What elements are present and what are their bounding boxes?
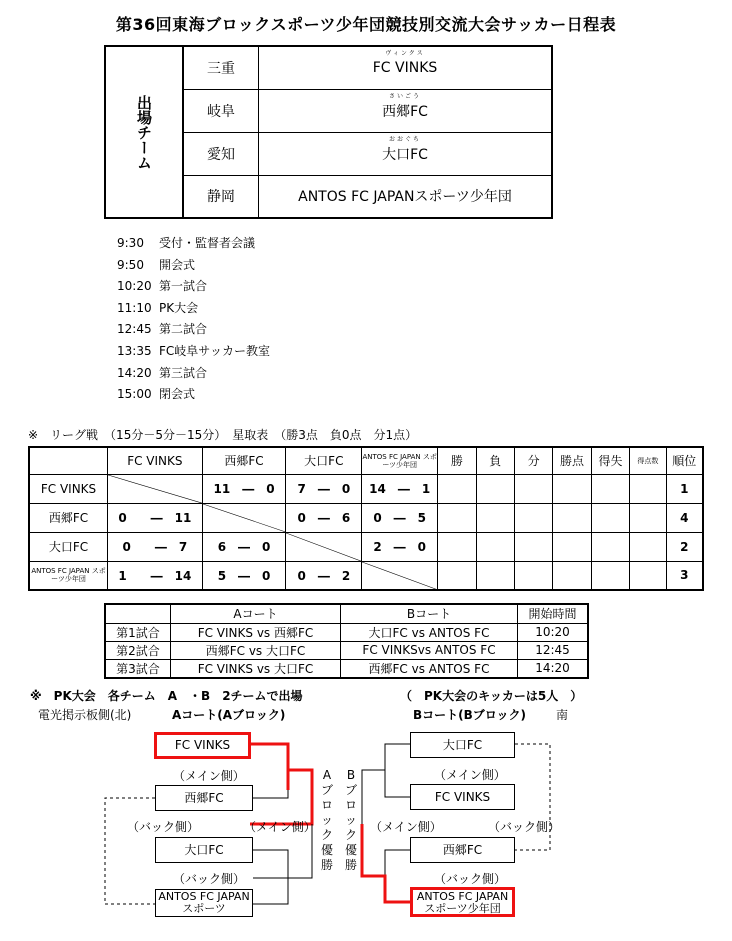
schedule-time: 10:20 (117, 279, 152, 294)
pk-note: （ PK大会のキッカーは5人 ） (400, 689, 583, 703)
court-match-cell: 西郷FC vs ANTOS FC (341, 659, 518, 678)
south-label: 南 (556, 708, 569, 722)
league-rank-cell: 3 (666, 561, 703, 590)
court-header: 開始時間 (518, 604, 589, 623)
col-header: 大口FC (286, 447, 362, 474)
col-header: 負 (476, 447, 514, 474)
pref-cell: 三重 (183, 46, 259, 89)
league-score-cell: 0 ― 5 (362, 503, 438, 532)
league-score-cell: 5 ― 0 (202, 561, 286, 590)
b-team-box: 大口FC (410, 732, 515, 758)
schedule-time: 9:30 (117, 236, 144, 250)
team-ruby: さいごう (388, 92, 421, 100)
court-header: Aコート (171, 604, 341, 623)
team-name: 大口FC (382, 146, 428, 163)
schedule-time: 13:35 (117, 344, 152, 358)
col-header: 勝 (438, 447, 476, 474)
pref-cell: 岐阜 (183, 89, 259, 132)
schedule-event: 閉会式 (159, 387, 196, 402)
schedule-time: 14:20 (117, 365, 152, 380)
league-row-team: FC VINKS (29, 474, 108, 503)
a-team-box: 西郷FC (155, 785, 253, 811)
league-row-team: 西郷FC (29, 503, 108, 532)
team-ruby: おおぐち (388, 135, 421, 143)
league-score-cell: 7 ― 0 (286, 474, 362, 503)
b-team-box: FC VINKS (410, 784, 515, 810)
league-score-cell: 11 ― 0 (202, 474, 286, 503)
schedule-event: 開会式 (159, 257, 196, 272)
court-match-cell: FC VINKS vs 西郷FC (171, 623, 341, 641)
league-title: ※ リーグ戦 （15分－5分－15分） 星取表 （勝3点 負0点 分1点） (28, 428, 418, 442)
court-match-cell: FC VINKSvs ANTOS FC (341, 641, 518, 659)
a-main-side-2: （メイン側） (244, 820, 316, 834)
league-score-cell: 0 ― 7 (108, 532, 203, 561)
schedule-event: 受付・監督者会議 (159, 236, 256, 250)
col-header: 得点数 (630, 447, 666, 474)
pk-heading: ※ PK大会 各チーム A ・B 2チームで出場 (30, 689, 303, 703)
b-team-box: ANTOS FC JAPAN スポーツ少年団 (410, 887, 515, 917)
court-start-time: 12:45 (518, 641, 589, 659)
team-name: 西郷FC (382, 103, 428, 120)
court-b-label: Bコート(Bブロック) (413, 708, 527, 722)
schedule-time: 9:50 (117, 257, 144, 272)
a-back-side: （バック側） (127, 820, 200, 834)
col-header: FC VINKS (108, 447, 203, 474)
north-label: 電光掲示板側(北) (38, 708, 132, 722)
teams-header: 出場チーム (105, 46, 183, 218)
schedule-event: 第一試合 (159, 279, 208, 294)
court-match-cell: FC VINKS vs 大口FC (171, 659, 341, 678)
a-main-side: （メイン側） (173, 769, 245, 783)
a-team-box: ANTOS FC JAPANスポーツ (155, 889, 253, 917)
court-match-cell: 西郷FC vs 大口FC (171, 641, 341, 659)
court-match-cell: 大口FC vs ANTOS FC (341, 623, 518, 641)
league-row-team: ANTOS FC JAPAN スポーツ少年団 (29, 561, 108, 590)
col-header: 得失 (591, 447, 629, 474)
league-score-cell: 0 ― 11 (108, 503, 203, 532)
pref-cell: 静岡 (183, 175, 259, 218)
league-score-cell: 14 ― 1 (362, 474, 438, 503)
b-main-side-2: （メイン側） (370, 820, 442, 834)
schedule-event: 第三試合 (159, 365, 208, 380)
col-header: 勝点 (553, 447, 591, 474)
court-a-label: Aコート(Aブロック) (172, 708, 286, 722)
schedule-event: 第二試合 (159, 322, 208, 337)
col-header: 順位 (666, 447, 703, 474)
court-match-label: 第2試合 (105, 641, 171, 659)
schedule-time: 12:45 (117, 322, 152, 337)
schedule-event: FC岐阜サッカー教室 (159, 344, 271, 358)
league-score-cell: 6 ― 0 (202, 532, 286, 561)
page-title: 第36回東海ブロックスポーツ少年団競技別交流大会サッカー日程表 (115, 15, 617, 34)
b-back-side: （バック側） (488, 820, 561, 834)
court-match-label: 第3試合 (105, 659, 171, 678)
league-rank-cell: 4 (666, 503, 703, 532)
league-score-cell: 0 ― 2 (286, 561, 362, 590)
b-main-side: （メイン側） (434, 768, 506, 782)
league-score-cell: 1 ― 14 (108, 561, 203, 590)
col-header: 分 (514, 447, 552, 474)
col-header: ANTOS FC JAPAN スポーツ少年団 (362, 447, 438, 474)
league-rank-cell: 2 (666, 532, 703, 561)
court-header: Bコート (341, 604, 518, 623)
team-name: ANTOS FC JAPANスポーツ少年団 (298, 189, 512, 206)
b-winner-label: Bブロック優勝 (344, 768, 357, 872)
league-score-cell: 0 ― 6 (286, 503, 362, 532)
schedule-event: PK大会 (159, 300, 199, 315)
b-back-side-2: （バック側） (434, 872, 507, 886)
a-team-box: FC VINKS (154, 732, 251, 759)
schedule-time: 15:00 (117, 387, 152, 402)
a-winner-label: Aブロック優勝 (320, 768, 333, 872)
b-team-box: 西郷FC (410, 837, 515, 863)
league-row-team: 大口FC (29, 532, 108, 561)
league-score-cell: 2 ― 0 (362, 532, 438, 561)
col-header: 西郷FC (202, 447, 286, 474)
league-rank-cell: 1 (666, 474, 703, 503)
a-team-box: 大口FC (155, 837, 253, 863)
pref-cell: 愛知 (183, 132, 259, 175)
court-start-time: 10:20 (518, 623, 589, 641)
team-ruby: ヴィンクス (385, 50, 425, 57)
team-name: FC VINKS (372, 59, 438, 76)
court-start-time: 14:20 (518, 659, 589, 678)
schedule-time: 11:10 (117, 300, 152, 315)
a-back-side-2: （バック側） (173, 872, 246, 886)
court-match-label: 第1試合 (105, 623, 171, 641)
